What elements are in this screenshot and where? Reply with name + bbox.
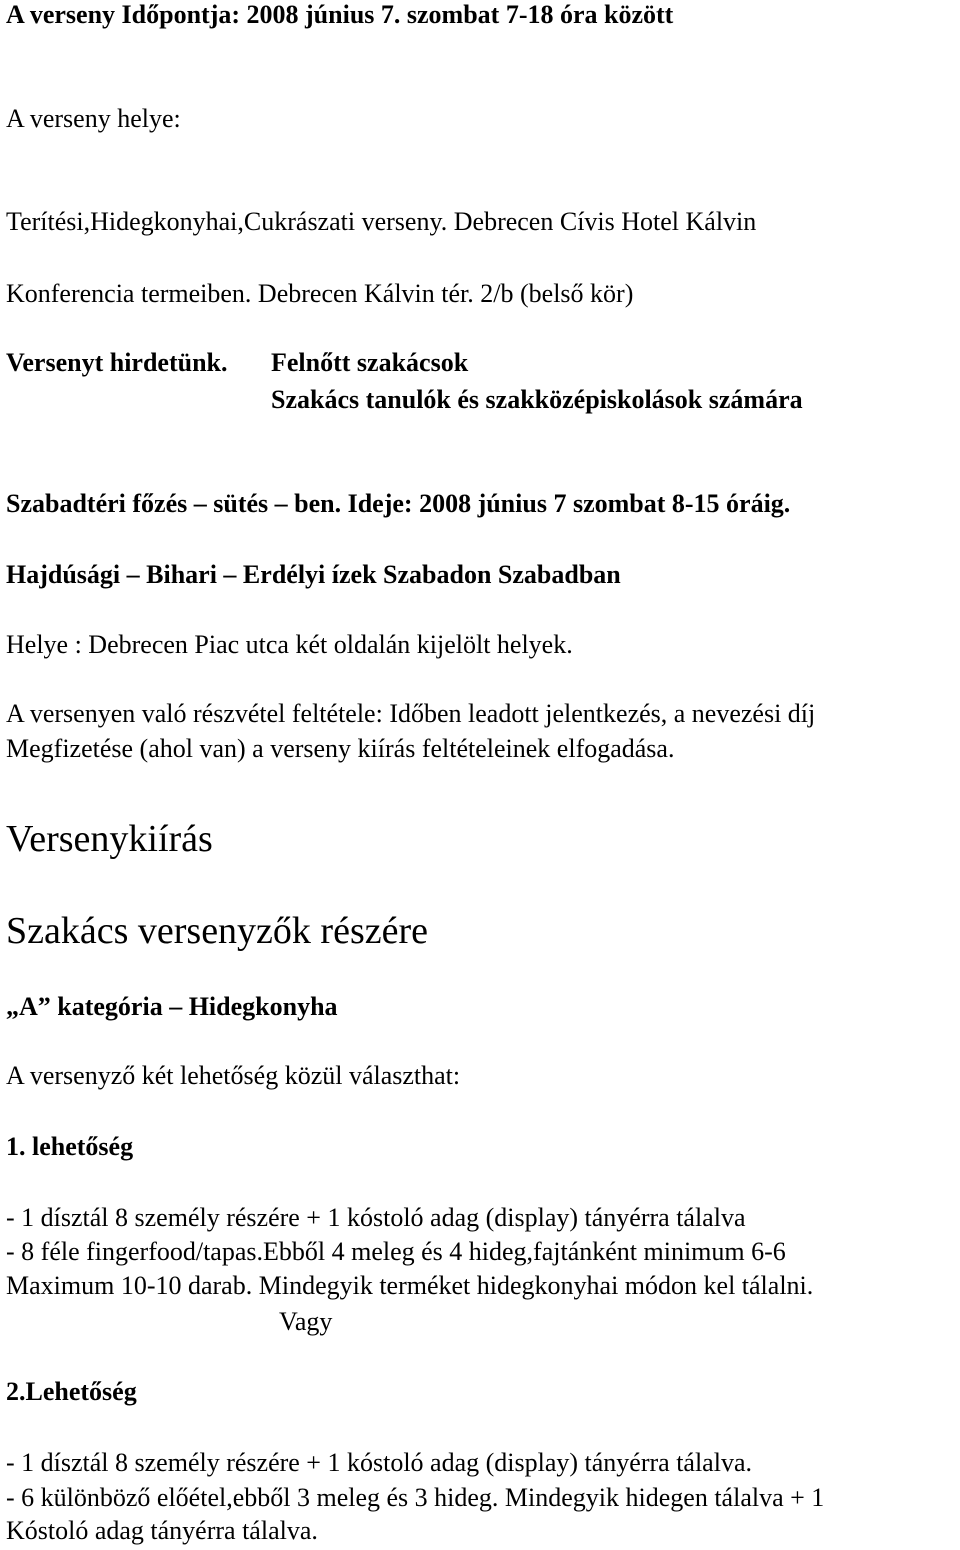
announcement-subtitle: Szakács versenyzők részére [6, 910, 428, 952]
or-separator: Vagy [279, 1307, 333, 1336]
outdoor-location: Helye : Debrecen Piac utca két oldalán kijelölt helyek. [6, 630, 573, 659]
announce-label: Versenyt hirdetünk. [6, 348, 228, 377]
venue-line-2: Konferencia termeiben. Debrecen Kálvin tér. 2/b (belső kör) [6, 279, 634, 308]
option-1-title: 1. lehetőség [6, 1132, 134, 1161]
announce-item-students: Szakács tanulók és szakközépiskolások számára [271, 385, 803, 414]
regional-flavors-line: Hajdúsági – Bihari – Erdélyi ízek Szabadon Szabadban [6, 560, 621, 589]
option-2-item-1: - 1 dísztál 8 személy részére + 1 kóstoló adag (display) tányérra tálalva. [6, 1448, 752, 1477]
option-1-item-2-cont: Maximum 10-10 darab. Mindegyik terméket hidegkonyhai módon kel tálalni. [6, 1271, 814, 1300]
choice-intro: A versenyző két lehetőség közül választhat: [6, 1061, 461, 1090]
conditions-line-1: A versenyen való részvétel feltétele: Időben leadott jelentkezés, a nevezési díj [6, 699, 816, 728]
option-2-title: 2.Lehetőség [6, 1377, 137, 1406]
announcement-title: Versenykiírás [6, 818, 213, 860]
option-1-item-1: - 1 dísztál 8 személy részére + 1 kóstoló adag (display) tányérra tálalva [6, 1203, 746, 1232]
option-1-item-2: - 8 féle fingerfood/tapas.Ebből 4 meleg és 4 hideg,fajtánként minimum 6-6 [6, 1237, 786, 1266]
event-date: A verseny Időpontja: 2008 június 7. szombat 7-18 óra között [6, 0, 674, 29]
option-2-item-2-cont: Kóstoló adag tányérra tálalva. [6, 1516, 318, 1545]
option-2-item-2: - 6 különböző előétel,ebből 3 meleg és 3 hideg. Mindegyik hidegen tálalva + 1 [6, 1483, 825, 1512]
outdoor-cooking-line: Szabadtéri főzés – sütés – ben. Ideje: 2008 június 7 szombat 8-15 óráig. [6, 489, 791, 518]
category-heading: „A” kategória – Hidegkonyha [6, 992, 338, 1021]
announce-item-adult: Felnőtt szakácsok [271, 348, 469, 377]
venue-line-1: Terítési,Hidegkonyhai,Cukrászati verseny. Debrecen Cívis Hotel Kálvin [6, 207, 757, 236]
venue-label: A verseny helye: [6, 104, 181, 133]
conditions-line-2: Megfizetése (ahol van) a verseny kiírás feltételeinek elfogadása. [6, 734, 675, 763]
